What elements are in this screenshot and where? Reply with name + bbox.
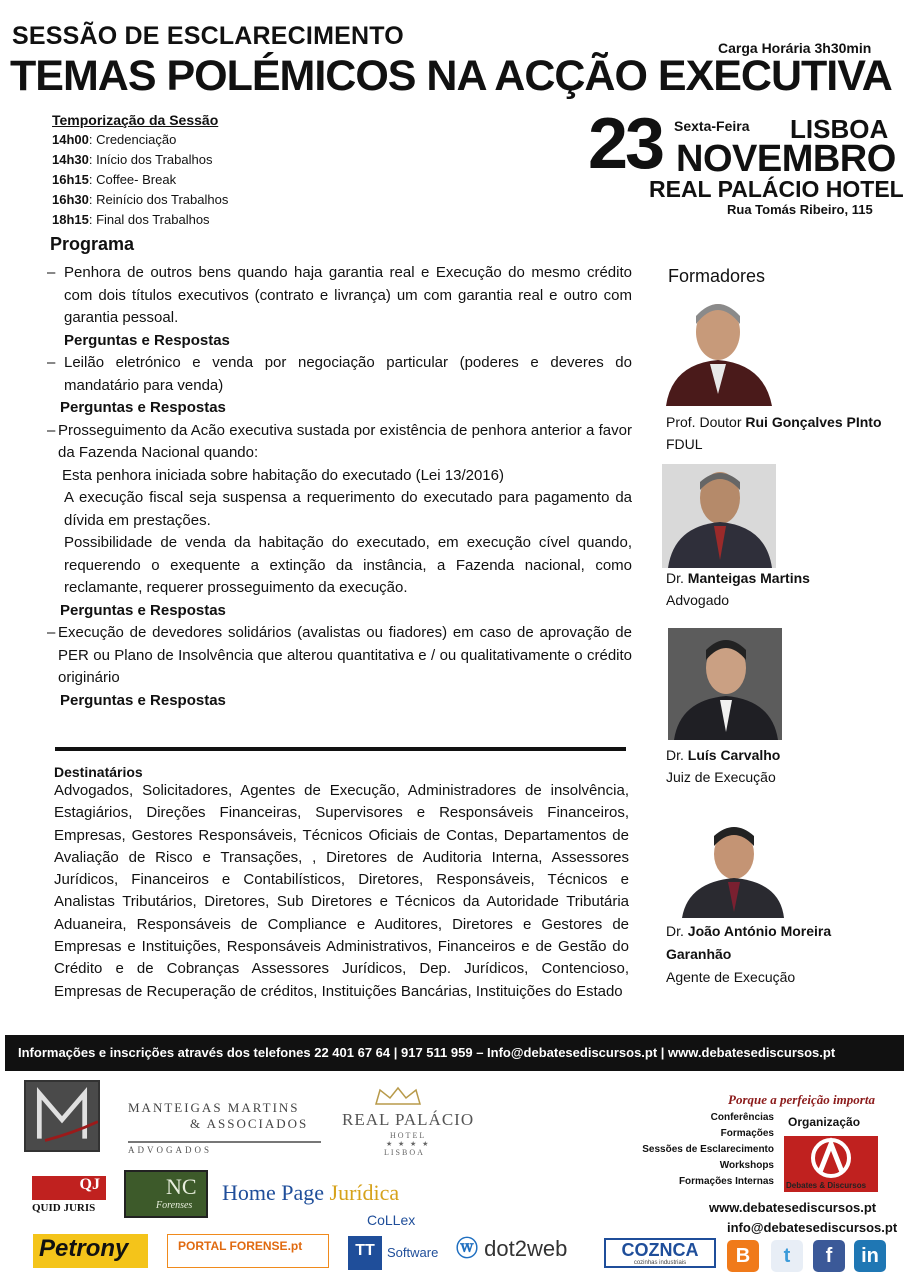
org-services: Conferências Formações Sessões de Esclarecimento Workshops Formações Internas: [642, 1112, 774, 1187]
quid-juris-name: QUID JURIS: [32, 1202, 96, 1214]
trainer-role: Juiz de Execução: [666, 769, 776, 785]
org-name: Debates & Discursos: [786, 1181, 867, 1190]
tt-software-logo: TT: [348, 1236, 382, 1270]
trainer-name: Prof. Doutor Rui Gonçalves PInto: [666, 414, 882, 430]
page-title: TEMAS POLÉMICOS NA ACÇÃO EXECUTIVA: [10, 52, 892, 100]
program-item-text: Execução de devedores solidários (avalistas ou fiadores) em caso de aprovação de PER ou Plano de Insolvência que alterou quantitativa e / ou qualitativamente o crédito originário: [58, 624, 632, 686]
schedule-row: [52, 130, 228, 150]
trainer-photo: [668, 628, 782, 740]
trainer-role: Agente de Execução: [666, 969, 796, 985]
trainer-name: Dr. Luís Carvalho: [666, 747, 781, 763]
linkedin-icon[interactable]: in: [854, 1240, 886, 1272]
schedule-time: 14h30: [52, 152, 89, 167]
event-day-number: 23: [588, 104, 663, 184]
schedule-time: 16h30: [52, 192, 89, 207]
section-divider: [55, 747, 626, 751]
schedule-heading: Temporização da Sessão: [52, 112, 219, 128]
contact-bar[interactable]: Informações e inscrições através dos telefones 22 401 67 64 | 917 511 959 – Info@debatesediscursos.pt | www.debatesediscursos.pt: [5, 1035, 904, 1071]
collex-logo: CoLLex: [367, 1212, 416, 1228]
schedule-row: [52, 190, 228, 210]
workload-label: Carga Horária 3h30min: [718, 40, 872, 56]
manteigas-martins-logo: [24, 1080, 100, 1152]
qa-label: Perguntas e Respostas: [64, 331, 230, 349]
schedule-row: [52, 210, 228, 230]
trainer-name-cont: Garanhão: [666, 946, 732, 962]
event-type-heading: SESSÃO DE ESCLARECIMENTO: [12, 22, 404, 50]
schedule-time: 16h15: [52, 172, 89, 187]
audience-heading: Destinatários: [54, 764, 143, 780]
real-palacio-logo: REAL PALÁCIO: [342, 1110, 475, 1129]
schedule-text: : Início dos Trabalhos: [88, 152, 213, 167]
blogger-icon[interactable]: B: [727, 1240, 759, 1272]
schedule-time: 18h15: [52, 212, 89, 227]
org-website-link[interactable]: www.debatesediscursos.pt: [709, 1200, 877, 1215]
program-list: [46, 262, 632, 712]
portal-forense-logo: PORTAL FORENSE.pt: [167, 1234, 329, 1268]
trainer-photo: [662, 294, 776, 406]
qa-label: Perguntas e Respostas: [60, 601, 226, 619]
trainers-heading: Formadores: [668, 266, 766, 286]
dot2web-logo: ⓦ dot2web: [456, 1236, 568, 1261]
schedule-text: : Credenciação: [88, 132, 177, 147]
program-item-text: Leilão eletrónico e venda por negociação particular (poderes e deveres do mandatário para venda): [64, 354, 632, 394]
manteigas-martins-name: MANTEIGAS MARTINS & ASSOCIADOS: [128, 1100, 309, 1131]
org-slogan: Porque a perfeição importa: [728, 1092, 875, 1107]
program-subitem: A execução fiscal seja suspensa a requerimento do executado para pagamento da dívida em prestações.: [64, 489, 632, 529]
petrony-logo: Petrony: [33, 1234, 148, 1268]
program-item: – Prosseguimento da Acão executiva sustada por existência de penhora anterior a favor da Fazenda Nacional quando:: [47, 421, 632, 461]
event-venue: REAL PALÁCIO HOTEL: [649, 176, 904, 202]
event-address: Rua Tomás Ribeiro, 115: [727, 202, 873, 217]
qa-label: Perguntas e Respostas: [60, 399, 226, 416]
program-item: – Leilão eletrónico e venda por negociação particular (poderes e deveres do mandatário para venda): [47, 354, 632, 394]
schedule-time: 14h00: [52, 132, 89, 147]
schedule-text: : Reinício dos Trabalhos: [88, 192, 229, 207]
trainer-name: Dr. João António Moreira: [666, 923, 832, 939]
program-item-text: Prosseguimento da Acão executiva sustada por existência de penhora anterior a favor da Fazenda Nacional quando:: [58, 421, 632, 461]
qa-label: Perguntas e Respostas: [60, 691, 226, 709]
fnc-forenses-logo: NC Forenses: [124, 1170, 208, 1218]
manteigas-martins-sub: ADVOGADOS: [128, 1141, 321, 1155]
program-heading: Programa: [50, 234, 135, 254]
program-item: – Penhora de outros bens quando haja garantia real e Execução do mesmo crédito com dois títulos executivos (contrato e livrança) um com garantia real e outro com garantia pessoal.: [47, 264, 632, 326]
program-subitem: Esta penhora iniciada sobre habitação do executado (Lei 13/2016): [62, 466, 504, 484]
facebook-icon[interactable]: f: [813, 1240, 845, 1272]
org-email-link[interactable]: info@debatesediscursos.pt: [727, 1220, 898, 1235]
schedule-text: : Coffee- Break: [88, 172, 177, 187]
twitter-icon[interactable]: t: [771, 1240, 803, 1272]
schedule-row: [52, 150, 228, 170]
event-month: NOVEMBRO: [676, 138, 896, 180]
crown-icon: [372, 1086, 424, 1106]
program-item-text: Penhora de outros bens quando haja garantia real e Execução do mesmo crédito com dois títulos executivos (contrato e livrança) um com garantia real e outro com garantia pessoal.: [64, 264, 632, 326]
trainer-photo: [678, 818, 788, 918]
schedule-text: : Final dos Trabalhos: [88, 212, 210, 227]
event-city: LISBOA: [790, 114, 889, 144]
home-page-juridica-logo: Home Page Jurídica: [222, 1180, 400, 1205]
trainer-role: Advogado: [666, 592, 730, 608]
tt-software-name: Software: [387, 1245, 439, 1260]
trainer-name: Dr. Manteigas Martins: [666, 570, 810, 586]
cozinca-logo: COZNCA cozinhas industriais: [604, 1238, 716, 1268]
trainer-photo: [662, 464, 776, 568]
audience-text: Advogados, Solicitadores, Agentes de Execução, Administradores de insolvência, Estagiários, Direções Financeiras, Supervisores e Responsáveis Financeiros, Empresas, Gestores Responsáveis, Técnicos Oficiais de Contas, Departamentos de Avaliação de Risco e Transações, , Diretores de Auditoria Interna, Assessores Jurídicos, Financeiros e Contabilísticos, Diretores, Responsáveis, Técnicos e Analistas Tributários, Diretores, Sub Diretores e Técnicos da Autoridade Tributária Aduaneira, Responsáveis de Compliance e Auditores, Diretores e Gestores de Empresas e Instituições, Responsáveis Administrativos, Financeiros e de Gestão do Crédito e de Cobranças Assessores Jurídicos, Dep. Jurídicos, Contencioso, Empresas de Recuperação de créditos, Instituições Bancárias, Instituições do Estado: [54, 782, 629, 1000]
event-weekday: Sexta-Feira: [674, 118, 750, 134]
program-item: – Execução de devedores solidários (avalistas ou fiadores) em caso de aprovação de PER ou Plano de Insolvência que alterou quantitativa e / ou qualitativamente o crédito originário: [47, 624, 632, 686]
real-palacio-sub: HOTEL ★ ★ ★ ★ LISBOA: [384, 1131, 431, 1157]
trainer-role: FDUL: [666, 436, 703, 452]
org-heading: Organização: [788, 1115, 861, 1129]
schedule-row: [52, 170, 228, 190]
program-subitem: Possibilidade de venda da habitação do executado, em execução cível quando, requerendo o exequente a extinção da instância, a Fazenda nacional, como reclamante, requerer prosseguimento da execução.: [64, 534, 632, 596]
session-schedule: [52, 110, 228, 230]
quid-juris-logo: QJ: [32, 1176, 106, 1200]
